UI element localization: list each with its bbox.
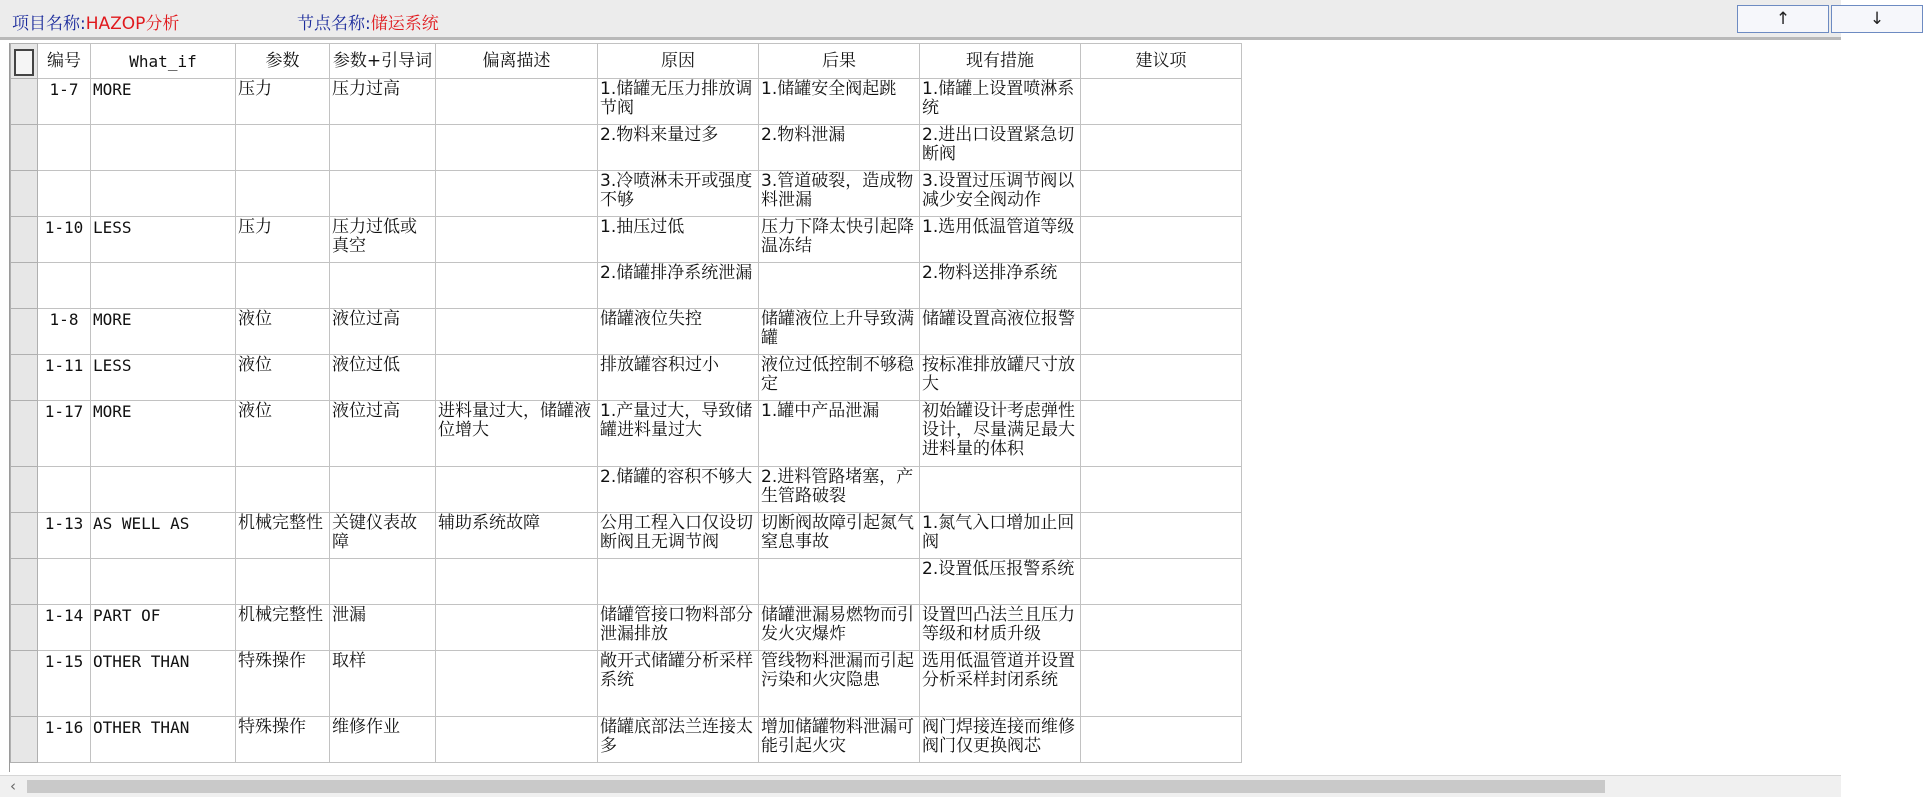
cell-id[interactable]: 1-15 <box>38 651 91 717</box>
cell-deviation[interactable] <box>436 171 598 217</box>
table-row <box>11 605 1242 651</box>
col-header-what-if[interactable]: What_if <box>91 44 236 79</box>
cell-parameter[interactable]: 压力 <box>236 79 330 125</box>
col-header-consequence[interactable]: 后果 <box>759 44 920 79</box>
row-selector[interactable] <box>11 309 38 355</box>
cell-consequence[interactable]: 1.罐中产品泄漏 <box>759 401 920 467</box>
cell-consequence[interactable]: 储罐泄漏易燃物而引发火灾爆炸 <box>759 605 920 651</box>
cell-measures[interactable]: 阀门焊接连接而维修阀门仅更换阀芯 <box>920 717 1081 763</box>
cell-suggestion[interactable] <box>1081 605 1242 651</box>
row-selector[interactable] <box>11 171 38 217</box>
hazop-grid <box>9 43 1842 772</box>
cell-guideword[interactable]: 取样 <box>330 651 436 717</box>
cell-parameter[interactable] <box>236 467 330 513</box>
cell-what-if[interactable] <box>91 559 236 605</box>
cell-measures[interactable]: 2.设置低压报警系统 <box>920 559 1081 605</box>
cell-parameter[interactable]: 液位 <box>236 355 330 401</box>
cell-id[interactable] <box>38 125 91 171</box>
row-selector[interactable] <box>11 79 38 125</box>
cell-parameter[interactable] <box>236 125 330 171</box>
table-row <box>11 513 1242 559</box>
cell-guideword[interactable]: 压力过高 <box>330 79 436 125</box>
cell-deviation[interactable] <box>436 717 598 763</box>
table-row <box>11 651 1242 717</box>
cell-what-if[interactable]: OTHER THAN <box>91 651 236 717</box>
cell-cause[interactable]: 2.储罐的容积不够大 <box>598 467 759 513</box>
cell-suggestion[interactable] <box>1081 651 1242 717</box>
table-row <box>11 355 1242 401</box>
cell-id[interactable]: 1-14 <box>38 605 91 651</box>
cell-what-if[interactable]: MORE <box>91 79 236 125</box>
cell-guideword[interactable] <box>330 467 436 513</box>
cell-consequence[interactable]: 2.进料管路堵塞，产生管路破裂 <box>759 467 920 513</box>
cell-id[interactable]: 1-8 <box>38 309 91 355</box>
cell-consequence[interactable] <box>759 559 920 605</box>
cell-parameter[interactable]: 机械完整性 <box>236 605 330 651</box>
col-header-suggestion[interactable]: 建议项 <box>1081 44 1242 79</box>
cell-cause[interactable] <box>598 559 759 605</box>
cell-guideword[interactable]: 液位过低 <box>330 355 436 401</box>
cell-cause[interactable]: 1.抽压过低 <box>598 217 759 263</box>
cell-suggestion[interactable] <box>1081 513 1242 559</box>
cell-deviation[interactable] <box>436 263 598 309</box>
row-selector[interactable] <box>11 651 38 717</box>
cell-deviation[interactable] <box>436 309 598 355</box>
cell-what-if[interactable] <box>91 125 236 171</box>
cell-parameter[interactable] <box>236 559 330 605</box>
cell-measures[interactable]: 选用低温管道并设置分析采样封闭系统 <box>920 651 1081 717</box>
cell-what-if[interactable] <box>91 171 236 217</box>
cell-parameter[interactable] <box>236 171 330 217</box>
cell-consequence[interactable]: 切断阀故障引起氮气窒息事故 <box>759 513 920 559</box>
cell-deviation[interactable] <box>436 605 598 651</box>
cell-cause[interactable]: 1.产量过大，导致储罐进料量过大 <box>598 401 759 467</box>
cell-guideword[interactable]: 关键仪表故障 <box>330 513 436 559</box>
cell-consequence[interactable]: 管线物料泄漏而引起污染和火灾隐患 <box>759 651 920 717</box>
cell-parameter[interactable]: 液位 <box>236 401 330 467</box>
cell-what-if[interactable] <box>91 467 236 513</box>
col-header-cause[interactable]: 原因 <box>598 44 759 79</box>
select-all-box[interactable] <box>14 49 34 76</box>
node-name <box>297 9 439 34</box>
cell-deviation[interactable] <box>436 651 598 717</box>
cell-consequence[interactable]: 3.管道破裂，造成物料泄漏 <box>759 171 920 217</box>
cell-measures[interactable]: 1.储罐上设置喷淋系统 <box>920 79 1081 125</box>
cell-measures[interactable]: 按标准排放罐尺寸放大 <box>920 355 1081 401</box>
project-name-label: 项目名称: <box>12 14 86 34</box>
col-header-parameter-guideword[interactable]: 参数+引导词 <box>330 44 436 79</box>
cell-consequence[interactable]: 液位过低控制不够稳定 <box>759 355 920 401</box>
project-name <box>12 9 179 34</box>
cell-cause[interactable]: 储罐液位失控 <box>598 309 759 355</box>
table-row <box>11 559 1242 605</box>
row-selector[interactable] <box>11 467 38 513</box>
cell-measures[interactable]: 初始罐设计考虑弹性设计，尽量满足最大进料量的体积 <box>920 401 1081 467</box>
cell-id[interactable] <box>38 559 91 605</box>
cell-measures[interactable] <box>920 467 1081 513</box>
cell-consequence[interactable]: 2.物料泄漏 <box>759 125 920 171</box>
row-selector[interactable] <box>11 355 38 401</box>
table-row <box>11 717 1242 763</box>
cell-parameter[interactable] <box>236 263 330 309</box>
cell-deviation[interactable] <box>436 125 598 171</box>
cell-measures[interactable]: 设置凹凸法兰且压力等级和材质升级 <box>920 605 1081 651</box>
cell-cause[interactable]: 公用工程入口仅设切断阀且无调节阀 <box>598 513 759 559</box>
cell-id[interactable] <box>38 171 91 217</box>
row-selector[interactable] <box>11 559 38 605</box>
cell-consequence[interactable]: 储罐液位上升导致满罐 <box>759 309 920 355</box>
cell-deviation[interactable] <box>436 559 598 605</box>
cell-guideword[interactable]: 泄漏 <box>330 605 436 651</box>
cell-guideword[interactable] <box>330 125 436 171</box>
cell-cause[interactable]: 储罐管接口物料部分泄漏排放 <box>598 605 759 651</box>
cell-suggestion[interactable] <box>1081 125 1242 171</box>
cell-guideword[interactable] <box>330 559 436 605</box>
cell-what-if[interactable]: MORE <box>91 309 236 355</box>
cell-what-if[interactable]: AS WELL AS <box>91 513 236 559</box>
table-row <box>11 79 1242 125</box>
cell-parameter[interactable]: 机械完整性 <box>236 513 330 559</box>
table-row <box>11 467 1242 513</box>
cell-consequence[interactable]: 增加储罐物料泄漏可能引起火灾 <box>759 717 920 763</box>
cell-id[interactable]: 1-16 <box>38 717 91 763</box>
cell-what-if[interactable] <box>91 263 236 309</box>
cell-parameter[interactable]: 特殊操作 <box>236 717 330 763</box>
scrollbar-thumb[interactable] <box>27 780 1605 793</box>
cell-deviation[interactable]: 进料量过大，储罐液位增大 <box>436 401 598 467</box>
cell-id[interactable]: 1-17 <box>38 401 91 467</box>
cell-suggestion[interactable] <box>1081 217 1242 263</box>
cell-measures[interactable]: 1.氮气入口增加止回阀 <box>920 513 1081 559</box>
cell-deviation[interactable] <box>436 217 598 263</box>
col-header-id[interactable]: 编号 <box>38 44 91 79</box>
hazop-table <box>10 43 1242 763</box>
cell-suggestion[interactable] <box>1081 171 1242 217</box>
row-selector[interactable] <box>11 263 38 309</box>
cell-measures[interactable]: 1.选用低温管道等级 <box>920 217 1081 263</box>
horizontal-scrollbar[interactable] <box>0 775 1841 797</box>
cell-what-if[interactable]: LESS <box>91 355 236 401</box>
cell-consequence[interactable]: 1.储罐安全阀起跳 <box>759 79 920 125</box>
cell-cause[interactable]: 2.储罐排净系统泄漏 <box>598 263 759 309</box>
cell-cause[interactable]: 储罐底部法兰连接太多 <box>598 717 759 763</box>
cell-parameter[interactable]: 液位 <box>236 309 330 355</box>
table-header-row <box>11 44 1242 79</box>
col-header-measures[interactable]: 现有措施 <box>920 44 1081 79</box>
cell-id[interactable]: 1-11 <box>38 355 91 401</box>
table-row <box>11 263 1242 309</box>
cell-cause[interactable]: 排放罐容积过小 <box>598 355 759 401</box>
cell-measures[interactable]: 2.物料送排净系统 <box>920 263 1081 309</box>
select-all-cell[interactable] <box>11 44 38 79</box>
table-row <box>11 309 1242 355</box>
cell-guideword[interactable] <box>330 171 436 217</box>
move-down-button[interactable]: ↓ <box>1831 5 1923 33</box>
cell-guideword[interactable]: 压力过低或真空 <box>330 217 436 263</box>
cell-suggestion[interactable] <box>1081 717 1242 763</box>
project-name-value: HAZOP分析 <box>85 14 180 34</box>
table-row <box>11 125 1242 171</box>
row-selector[interactable] <box>11 401 38 467</box>
cell-guideword[interactable] <box>330 263 436 309</box>
cell-id[interactable] <box>38 263 91 309</box>
cell-guideword[interactable]: 维修作业 <box>330 717 436 763</box>
row-selector[interactable] <box>11 217 38 263</box>
row-selector[interactable] <box>11 125 38 171</box>
cell-id[interactable]: 1-10 <box>38 217 91 263</box>
cell-measures[interactable]: 储罐设置高液位报警 <box>920 309 1081 355</box>
cell-what-if[interactable]: MORE <box>91 401 236 467</box>
cell-cause[interactable]: 1.储罐无压力排放调节阀 <box>598 79 759 125</box>
cell-suggestion[interactable] <box>1081 263 1242 309</box>
cell-cause[interactable]: 2.物料来量过多 <box>598 125 759 171</box>
cell-suggestion[interactable] <box>1081 559 1242 605</box>
table-row <box>11 171 1242 217</box>
cell-what-if[interactable]: LESS <box>91 217 236 263</box>
cell-guideword[interactable]: 液位过高 <box>330 309 436 355</box>
cell-measures[interactable]: 3.设置过压调节阀以减少安全阀动作 <box>920 171 1081 217</box>
cell-deviation[interactable] <box>436 79 598 125</box>
cell-suggestion[interactable] <box>1081 355 1242 401</box>
row-selector[interactable] <box>11 717 38 763</box>
node-name-value: 储运系统 <box>370 14 439 34</box>
cell-measures[interactable]: 2.进出口设置紧急切断阀 <box>920 125 1081 171</box>
cell-suggestion[interactable] <box>1081 401 1242 467</box>
cell-deviation[interactable] <box>436 467 598 513</box>
row-selector[interactable] <box>11 513 38 559</box>
cell-suggestion[interactable] <box>1081 79 1242 125</box>
cell-consequence[interactable]: 压力下降太快引起降温冻结 <box>759 217 920 263</box>
move-up-button[interactable]: ↑ <box>1737 5 1829 33</box>
cell-deviation[interactable]: 辅助系统故障 <box>436 513 598 559</box>
col-header-parameter[interactable]: 参数 <box>236 44 330 79</box>
node-name-label: 节点名称: <box>297 14 371 34</box>
table-row <box>11 401 1242 467</box>
cell-cause[interactable]: 3.冷喷淋未开或强度不够 <box>598 171 759 217</box>
table-row <box>11 217 1242 263</box>
cell-consequence[interactable] <box>759 263 920 309</box>
cell-suggestion[interactable] <box>1081 467 1242 513</box>
cell-what-if[interactable]: PART OF <box>91 605 236 651</box>
cell-parameter[interactable]: 压力 <box>236 217 330 263</box>
cell-cause[interactable]: 敞开式储罐分析采样系统 <box>598 651 759 717</box>
col-header-deviation[interactable]: 偏离描述 <box>436 44 598 79</box>
cell-parameter[interactable]: 特殊操作 <box>236 651 330 717</box>
cell-deviation[interactable] <box>436 355 598 401</box>
cell-suggestion[interactable] <box>1081 309 1242 355</box>
cell-id[interactable]: 1-13 <box>38 513 91 559</box>
cell-id[interactable] <box>38 467 91 513</box>
row-selector[interactable] <box>11 605 38 651</box>
cell-what-if[interactable]: OTHER THAN <box>91 717 236 763</box>
cell-id[interactable]: 1-7 <box>38 79 91 125</box>
header-bar <box>0 0 1885 40</box>
cell-guideword[interactable]: 液位过高 <box>330 401 436 467</box>
scroll-left-icon[interactable]: ‹ <box>10 777 16 795</box>
